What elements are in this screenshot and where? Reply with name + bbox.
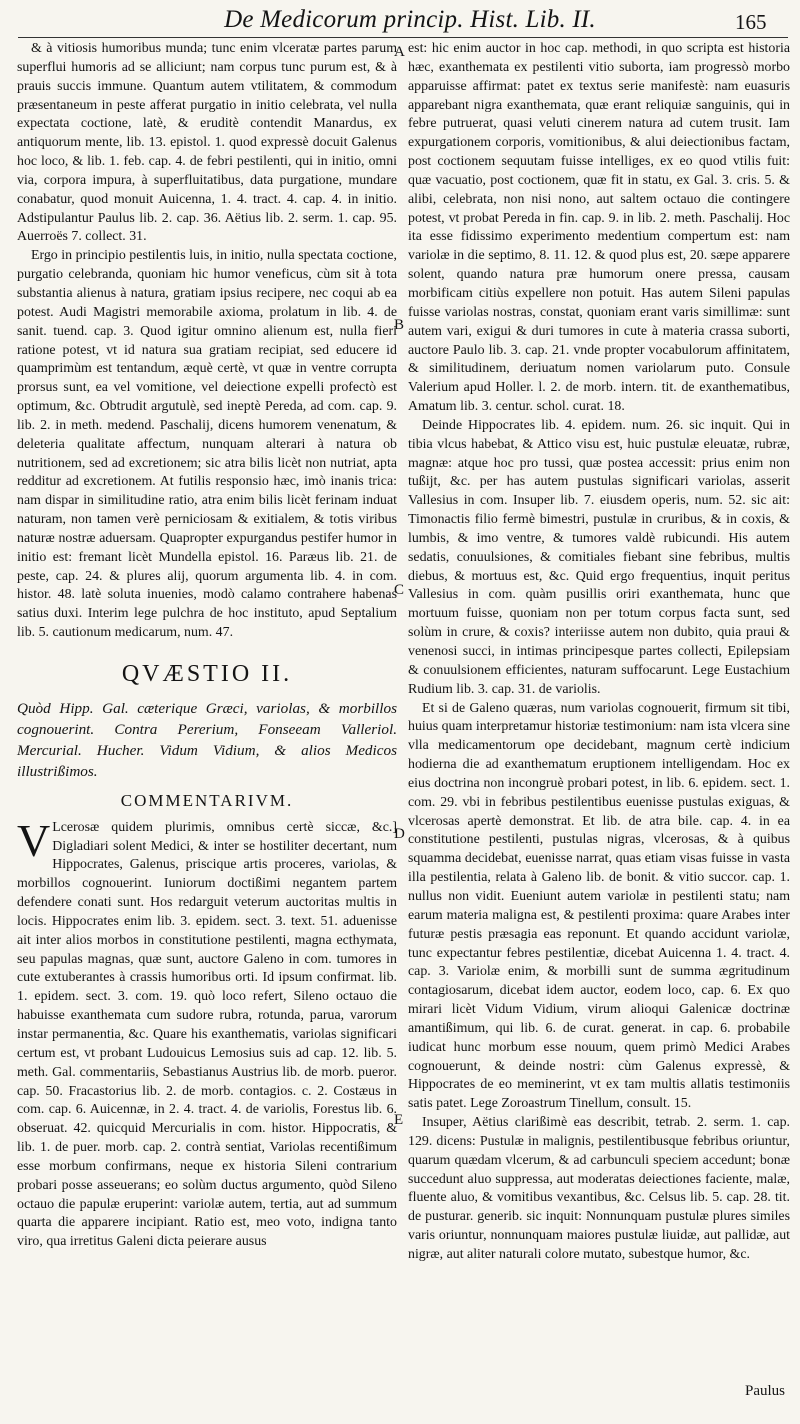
margin-marker-d: D bbox=[394, 826, 405, 842]
margin-marker-b: B bbox=[394, 317, 405, 333]
commentary-heading: COMMENTARIVM. bbox=[120, 790, 294, 810]
drop-cap: V bbox=[17, 814, 51, 866]
left-paragraph-3 bbox=[17, 814, 397, 1252]
page-number: 165 bbox=[735, 10, 767, 34]
catchword: Paulus bbox=[745, 1383, 786, 1399]
left-paragraph-3-text: Lcerosæ quidem plurimis, omnibus certè siccæ, &c.] Digladiari solent Medici, & inter se hostiliter decertant, num Hippocrates, Galenus, priscique artis proceres, variolas, & morbillos cognouerint. Iuniorum doctißimi negantem partem defendere conati sunt. Hos redarguit veterum auctoritas multis in locis. Hippocrates enim lib. 3. epidem. sect. 3. text. 51. aduenisse ait inter alios morbos in constitutione pestilenti, magna ecthymata, seu papulas magnas, quæ sunt, auctore Galeno in com. tumores in cute extuberantes à crassis humoribus orti. Id ipsum confirmat. lib. 1. epidem. sect. 3. com. 19. quò loco refert, Sileno octauo die habuisse exanthemata cum sudore rubra, rotunda, parua, varorum instar permanentia, &c. Quare his exanthematis, variolas significari certum est, vt probant Ludouicus Lemosius suis ad cap. 12. lib. 5. meth. Gal. commentariis, Sebastianus Austrius lib. de morb. pueror. cap. 50. Fracastorius lib. 2. de morb. contagios. c. 2. Costæus in com. cap. 6. Auicennæ, in 2. 4. tract. 4. de variolis, Forestus lib. 6. obseruat. 42. quicquid Mercurialis in com. histor. Hippocratis, & lib. 1. de puer. morb. cap. 2. contrà sentiat, Variolas recentißimum esse morbum confirmans, neque ex historia Sileni contrarium probari posse asseuerans; eo solùm ductus argumento, quòd Sileno octauo die papulæ eruperint: variolæ autem, tertia, aut ad summum quarta die apparere incipiant. Ratio est, meo voto, indigna tanto viro, qua irretitus Galeni dicta peierare ausus bbox=[17, 819, 397, 1250]
margin-marker-c: C bbox=[394, 582, 405, 598]
left-column bbox=[17, 40, 397, 1252]
left-paragraph-1: & à vitiosis humoribus munda; tunc enim vlceratæ partes parum superflui humoris ad se alliciunt; nam corpus tunc purum est, & à prauis succis immune. Quantum autem vtilitatem, & commodum præsentaneum in peste afferat purgatio in initio celebrata, vel nulla expectata coctione, latè, & eruditè contendit Manardus, ex antiquorum mente, lib. 13. epistol. 1. quod expressè docuit Galenus hoc loco, & lib. 1. feb. cap. 4. de febri pestilenti, qui in initio, omni via, corpora impura, à superfluitatibus, data purgatione, mundare conabatur, quod monuit Auicenna, 1. 4. tract. 4. cap. 4. in initio. Adstipulantur Paulus lib. 2. cap. 36. Aëtius lib. 2. serm. 1. cap. 95. Auerroës 7. collect. 31. bbox=[17, 41, 397, 245]
right-paragraph-2: Deinde Hippocrates lib. 4. epidem. num. 26. sic inquit. Qui in tibia vlcus habebat, & Attico visu est, huic pustulæ eleuatæ, rubræ, magnæ: atque hoc pro tussi, quæ postea accessit: prius enim non tußijt, &c. per has autem pustulas significari variolas, asserit Vallesius in com. Insuper lib. 7. eiusdem operis, num. 52. sic ait: Timonactis filio fermè bimestri, pustulæ in cruribus, & in coxis, & lumbis, & imo ventre, & tumores valdè rubicundi. His autem sedatis, conuulsiones, & comitiales fiebant sine febribus, multis diebus, & mortuus est, &c. Quid ergo frequentius, inquit peritus Vallesius in com. quàm pusillis oriri exanthemata, hunc que mortuum fuisse, quoniam non per totum corpus facta sunt, sed solùm in crure, & coxis? interiisse autem non dubito, quia praui & venenosi succi, in intimas principesque partes collecti, Epilepsiam & conuulsionem efficientes, naturam suffocarunt. Lege Eustachium Rudium lib. 3. cap. 31. de variolis. bbox=[408, 417, 790, 697]
right-paragraph-1: est: hic enim auctor in hoc cap. methodi, in quo scripta est historia hæc, exanthemata ex pestilenti vitio suborta, iam progressò morbo apparuisse affirmat: patet ex textus serie manifestè: nam euasuris apparebant nigra exanthemata, quæ erant reliquiæ sanguinis, qui in febre putruerat, quasi veluti cinerem natura ad cutem trusit. Iam expurgationem corporis, vomitionibus, & alui deiectionibus factam, post coctionem sequutam fuisse intelliges, ex eo quod vtilis fuit: quæ vacuatio, post coctionem, quæ fit in statu, ex Gal. 3. cris. 5. & alibi, celebrata, non nisi nono, aut saltem octauo die contingere potest, vt probat Pereda in fin. cap. 9. in lib. 2. meth. Paschalij. Hoc ita esse fidissimo experimento medentium compertum est: nam variolæ in die septimo, 8. 11. 12. & quod plus est, 20. sæpe apparere solent, quando natura præ humorum onere pressa, causam morbificam citiùs expellere non potuit. Has autem Sileni papulas fuisse variolas nostras, constat, quoniam erant varis simillimæ: sunt autem vari, exigui & duri tumores in cute à materia crassa suborti, auctore Paulo lib. 3. cap. 21. vnde propter vocabulorum affinitatem, & similitudinem, deriuatum nomen variolarum puto. Consule Valerium apud Holler. l. 2. de morb. intern. tit. de exanthematibus, Amatum lib. 3. centur. schol. curat. 18. bbox=[408, 41, 790, 415]
running-title: De Medicorum princip. Hist. Lib. II. bbox=[224, 6, 596, 33]
right-column bbox=[408, 40, 790, 1265]
question-summary: Quòd Hipp. Gal. cæterique Græci, variolas, & morbillos cognouerint. Contra Pererium, Fonseeam Valleriol. Mercurial. Hucher. Vidum Vidium, & alios Medicos illustrißimos. bbox=[17, 699, 397, 780]
page-header bbox=[0, 0, 800, 36]
margin-marker-a: A bbox=[394, 44, 405, 60]
header-rule bbox=[18, 37, 788, 38]
right-paragraph-4: Insuper, Aëtius clarißimè eas describit, tetrab. 2. serm. 1. cap. 129. dicens: Pustulæ in malignis, pestilentibusque febribus oriuntur, quarum quædam vlcerum, & ad carbunculi speciem accedunt; bonæ succedunt aluo suppressa, aut moderatas deiectiones faciente, malæ, fluente aluo, & vomitibus vexantibus, &c. Celsus lib. 5. cap. 28. tit. de pusturar. generib. sic inquit: Nonnunquam pustulæ plures similes varis oriuntur, nonnunquam maiores pustulæ liuidæ, aut pallidæ, aut nigræ, aut aliter naturali colore mutato, subestque humor, &c. bbox=[408, 1115, 790, 1262]
right-paragraph-3: Et si de Galeno quæras, num variolas cognouerit, firmum sit tibi, huius quam interpretamur historiæ testimonium: nam ista vlcera sine vlla medicamentorum ope decidebant, magnum certè indicium hodierna die ad exanthematum eruptionem intelligendam. Hoc ex eius doctrina non incongruè probari potest, in lib. 6. epidem. sect. 1. com. 29. vbi in febribus pestilentibus euenisse pustulas exiguas, & vlcerosas apertè demonstrat. Et lib. de atra bile. cap. 4. in ea constitutione pestilenti, pustulas nigras, vlcerosas, & à quibus squamma decidebat, euenisse narrat, quas etiam visas fuisse in vasta illa pestilentia, relata à Galeno lib. de bonit. & vitio succor. cap. 1. nullus non vidit. Eueniunt autem variolæ in pestilenti statu; nam earum materia maligna est, & pestilenti proxima: quare Arabes inter futuræ pestis præsagia eas reponunt. Et quando accidunt variolæ, tunc expectantur febres pestilentiæ, dicebat Auicenna 1. 4. tract. 4. cap. 3. Variolæ enim, & morbilli sunt de summa ægritudinum contagiosarum, dicebat idem auctor, eodem loco, cap. 6. Ex quo mirari licèt Vidum Vidium, virum alioqui Galenicæ doctrinæ amantißimum, qui lib. 6. de curat. generat. in cap. 6. probabile iudicat hunc morbum esse nouum, quem primò Medici Arabes cognouerunt, & deinde nostri: cùm Galenus expressè, & Hippocrates de eo meminerint, vt ex tam multis allatis testimoniis satis patet. Lege Zoroastrum Tinellum, consult. 15. bbox=[408, 700, 790, 1112]
left-paragraph-2: Ergo in principio pestilentis luis, in initio, nulla spectata coctione, purgatio celebranda, quoniam hic humor veneficus, cùm sit à tota substantia alienus à natura, gratiam ipsius recipere, nec coqui ab ea potest. Audi Magistri memorabile axioma, prolatum in lib. 4. de sanit. tuend. cap. 3. Quod igitur omnino alienum est, nulla fieri ratione potest, vt id natura sua gratiam recipiat, sed educere id quamprimùm est tentandum, æquè certè, vt quæ in ventre corrupta prorsus sunt, ea vel vomitione, vel deiectione expelli profectò est optimum, &c. Obtrudit argutulè, sed ineptè Pereda, ad com. cap. 9. lib. 2. in meth. medend. Paschalij, dicens humorem venenatum, & deleteria qualitate affectum, nunquam alterari à natura ob nutritionem, sed ad excretionem; sic atra bilis licèt non nutriat, apta redditur ad excretionem. At futilis responsio hæc, imò inanis trica: nam dispar in similitudine ratio, atra enim bilis licèt ferinam induat naturam, non tamen verè perniciosam & exitialem, & totis viribus naturæ nostræ aduersam. Quapropter expurgandus pestifer humor in initio est: fremant licèt Mundella epistol. 16. Paræus lib. 21. de peste, cap. 24. & plures alij, quorum argumenta lib. 4. in com. histor. 48. latè soluta inuenies, modò calamo contrahere habenas satius duxi. Interim lege pulchra de hoc instituto, apud Septalium lib. 5. cautionum medicarum, num. 47. bbox=[17, 248, 397, 641]
margin-marker-e: E bbox=[394, 1112, 404, 1128]
question-title: QVÆSTIO II. bbox=[121, 661, 293, 687]
